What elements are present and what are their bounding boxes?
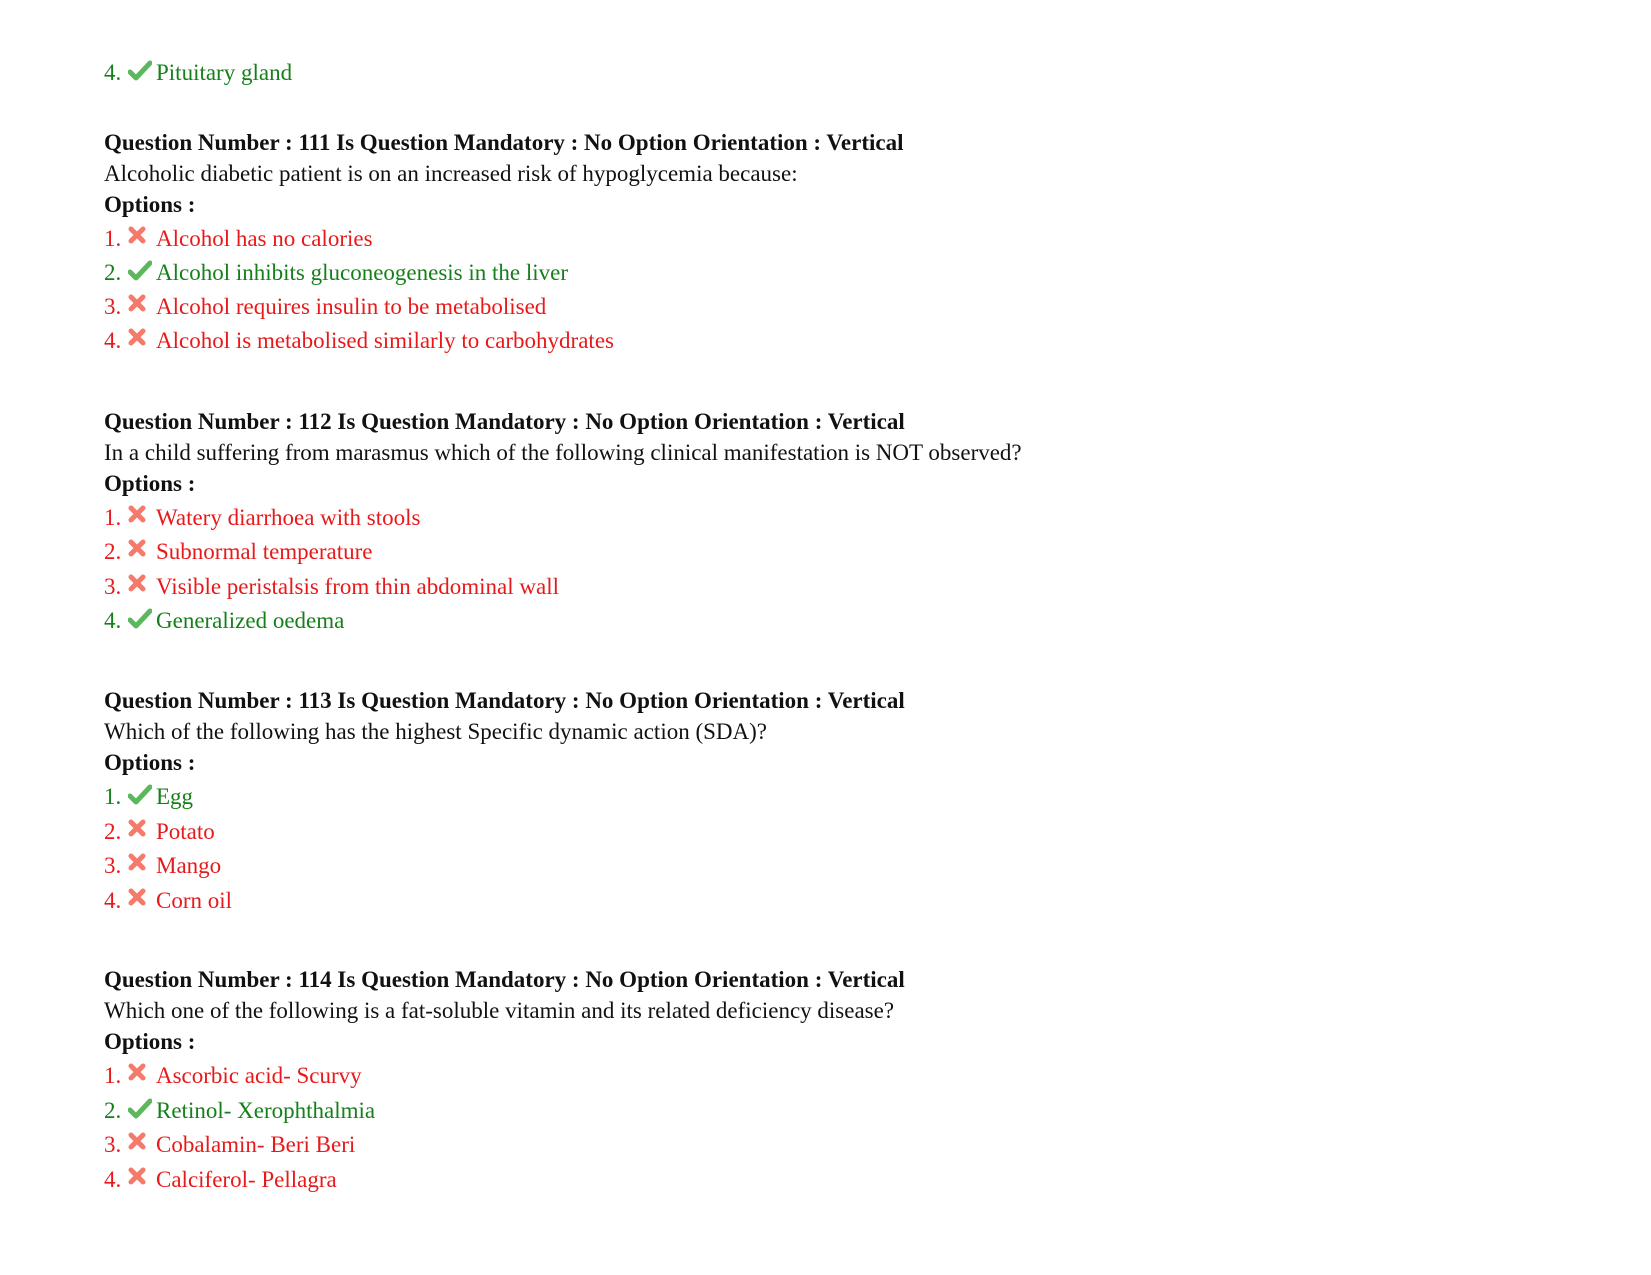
cross-icon bbox=[128, 292, 156, 322]
option-number: 3. bbox=[104, 574, 122, 599]
cross-icon bbox=[128, 503, 156, 533]
option-text: Generalized oedema bbox=[156, 608, 345, 633]
options-label: Options : bbox=[104, 750, 196, 775]
option-row bbox=[104, 817, 215, 847]
cross-icon bbox=[128, 537, 156, 567]
option-number: 3. bbox=[104, 1132, 122, 1157]
check-icon bbox=[128, 606, 156, 636]
option-number: 2. bbox=[104, 1098, 122, 1123]
prev-question-option bbox=[104, 58, 292, 88]
option-row bbox=[104, 224, 373, 254]
option-text: Visible peristalsis from thin abdominal wall bbox=[156, 574, 559, 599]
cross-icon bbox=[128, 817, 156, 847]
check-icon bbox=[128, 782, 156, 812]
option-row bbox=[104, 292, 546, 322]
option-text: Calciferol- Pellagra bbox=[156, 1167, 337, 1192]
option-row bbox=[104, 1130, 355, 1160]
option-number: 4. bbox=[104, 1167, 122, 1192]
cross-icon bbox=[128, 326, 156, 356]
cross-icon bbox=[128, 851, 156, 881]
option-text: Corn oil bbox=[156, 888, 233, 913]
cross-icon bbox=[128, 1165, 156, 1195]
options-label: Options : bbox=[104, 1029, 196, 1054]
option-number: 1. bbox=[104, 784, 122, 809]
option-number: 4. bbox=[104, 888, 122, 913]
option-number: 3. bbox=[104, 294, 122, 319]
question-text: Which of the following has the highest Specific dynamic action (SDA)? bbox=[104, 719, 767, 744]
option-row bbox=[104, 572, 559, 602]
option-text: Alcohol inhibits gluconeogenesis in the liver bbox=[156, 260, 569, 285]
option-text: Alcohol requires insulin to be metabolised bbox=[156, 294, 547, 319]
option-text: Watery diarrhoea with stools bbox=[156, 505, 421, 530]
option-row bbox=[104, 1165, 337, 1195]
option-number: 1. bbox=[104, 226, 122, 251]
check-icon bbox=[128, 1096, 156, 1126]
option-text: Ascorbic acid- Scurvy bbox=[156, 1063, 362, 1088]
option-text: Alcohol has no calories bbox=[156, 226, 373, 251]
option-number: 3. bbox=[104, 853, 122, 878]
option-text: Pituitary gland bbox=[156, 60, 293, 85]
option-text: Cobalamin- Beri Beri bbox=[156, 1132, 356, 1157]
option-row bbox=[104, 782, 193, 812]
option-row bbox=[104, 606, 344, 636]
option-row bbox=[104, 1096, 375, 1126]
option-text: Subnormal temperature bbox=[156, 539, 373, 564]
option-row bbox=[104, 537, 373, 567]
option-number: 2. bbox=[104, 260, 122, 285]
options-label: Options : bbox=[104, 471, 196, 496]
option-text: Retinol- Xerophthalmia bbox=[156, 1098, 376, 1123]
question-header: Question Number : 111 Is Question Mandatory : No Option Orientation : Vertical bbox=[104, 130, 904, 155]
option-number: 1. bbox=[104, 505, 122, 530]
option-row bbox=[104, 503, 421, 533]
option-row bbox=[104, 886, 232, 916]
question-text: Alcoholic diabetic patient is on an increased risk of hypoglycemia because: bbox=[104, 161, 798, 186]
option-text: Egg bbox=[156, 784, 194, 809]
option-text: Alcohol is metabolised similarly to carbohydrates bbox=[156, 328, 614, 353]
question-header: Question Number : 113 Is Question Mandatory : No Option Orientation : Vertical bbox=[104, 688, 905, 713]
cross-icon bbox=[128, 224, 156, 254]
option-row bbox=[104, 326, 614, 356]
check-icon bbox=[128, 58, 156, 88]
options-label: Options : bbox=[104, 192, 196, 217]
option-text: Potato bbox=[156, 819, 215, 844]
option-number: 4. bbox=[104, 60, 122, 85]
option-row bbox=[104, 851, 221, 881]
question-header: Question Number : 112 Is Question Mandatory : No Option Orientation : Vertical bbox=[104, 409, 905, 434]
cross-icon bbox=[128, 1130, 156, 1160]
option-text: Mango bbox=[156, 853, 222, 878]
cross-icon bbox=[128, 886, 156, 916]
option-row bbox=[104, 1061, 362, 1091]
question-text: In a child suffering from marasmus which of the following clinical manifestation is NOT observed? bbox=[104, 440, 1022, 465]
check-icon bbox=[128, 258, 156, 288]
option-number: 1. bbox=[104, 1063, 122, 1088]
question-text: Which one of the following is a fat-soluble vitamin and its related deficiency disease? bbox=[104, 998, 895, 1023]
question-header: Question Number : 114 Is Question Mandatory : No Option Orientation : Vertical bbox=[104, 967, 905, 992]
option-number: 2. bbox=[104, 539, 122, 564]
cross-icon bbox=[128, 572, 156, 602]
cross-icon bbox=[128, 1061, 156, 1091]
option-number: 4. bbox=[104, 328, 122, 353]
option-number: 4. bbox=[104, 608, 122, 633]
option-row bbox=[104, 258, 568, 288]
option-number: 2. bbox=[104, 819, 122, 844]
